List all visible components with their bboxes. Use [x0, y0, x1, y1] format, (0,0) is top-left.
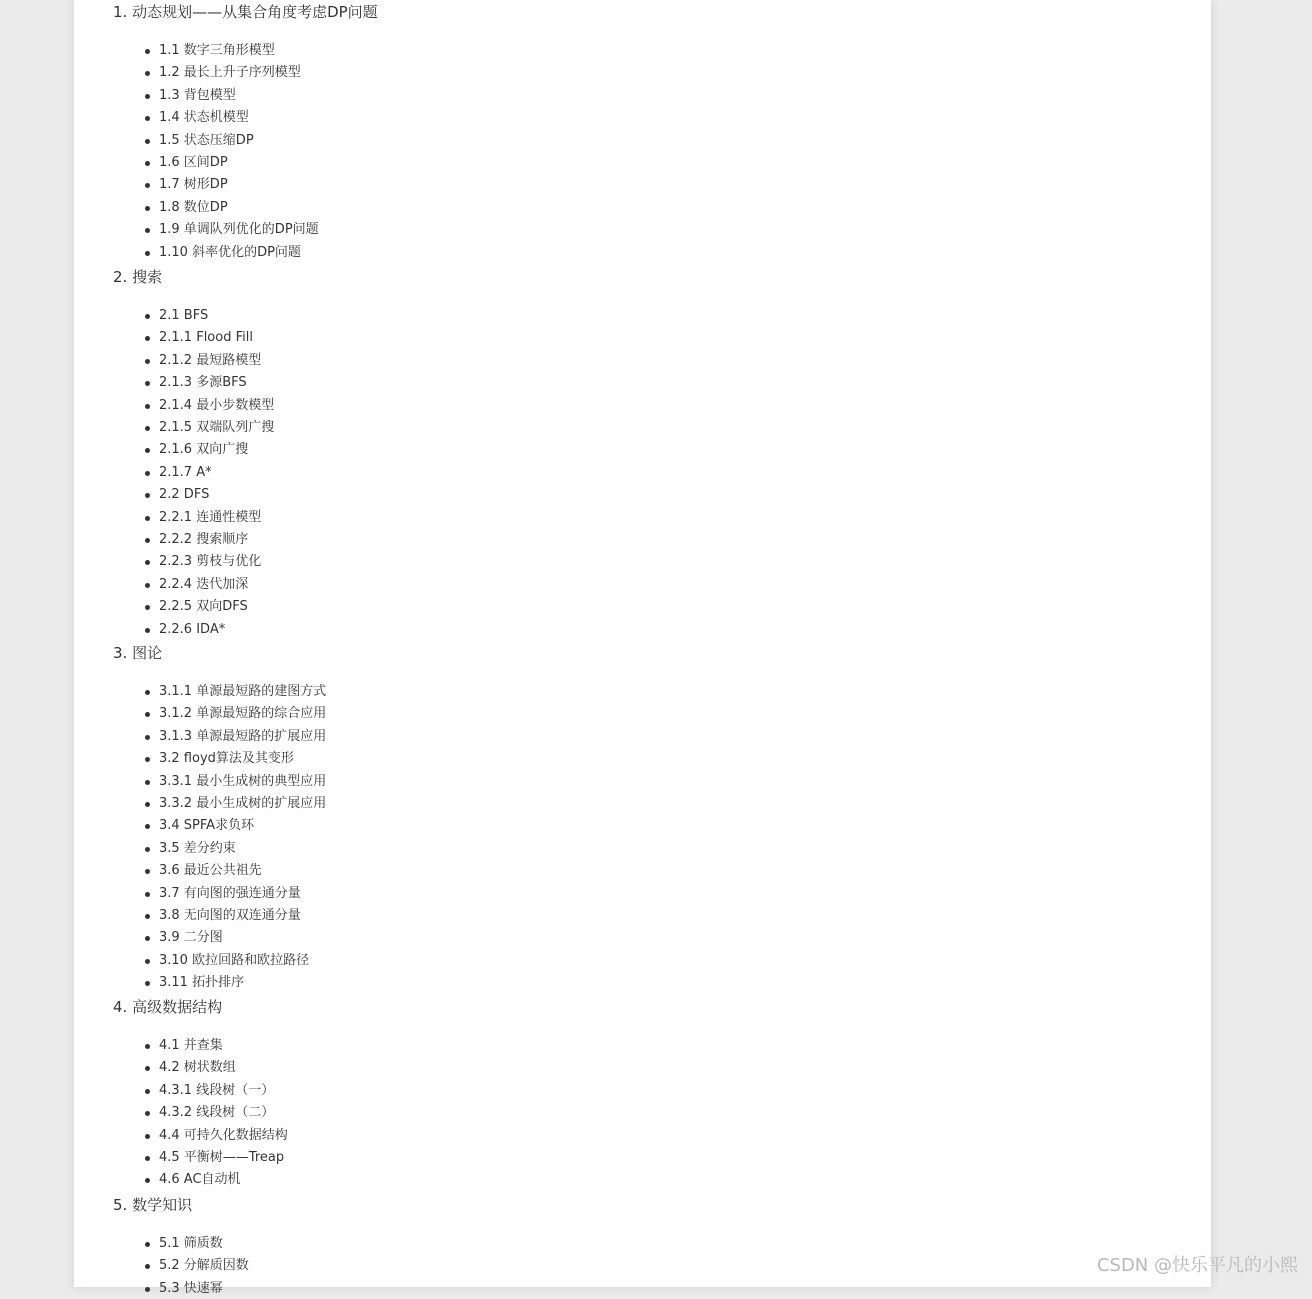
- toc-item[interactable]: 5.2 分解质因数: [159, 1256, 249, 1276]
- toc-item[interactable]: 2.1.3 多源BFS: [159, 373, 247, 393]
- toc-item[interactable]: 3.4 SPFA求负环: [159, 816, 254, 836]
- toc-item[interactable]: 1.1 数字三角形模型: [159, 41, 275, 61]
- toc-item[interactable]: 3.3.2 最小生成树的扩展应用: [159, 794, 326, 814]
- toc-item[interactable]: 1.8 数位DP: [159, 198, 228, 218]
- toc-item[interactable]: 4.3.2 线段树（二）: [159, 1103, 274, 1123]
- toc-item[interactable]: 1.2 最长上升子序列模型: [159, 63, 301, 83]
- toc-item[interactable]: 1.9 单调队列优化的DP问题: [159, 220, 319, 240]
- toc-item[interactable]: 3.5 差分约束: [159, 839, 236, 859]
- toc-item[interactable]: 1.6 区间DP: [159, 153, 228, 173]
- toc-item[interactable]: 1.5 状态压缩DP: [159, 131, 254, 151]
- toc-item[interactable]: 3.3.1 最小生成树的典型应用: [159, 772, 326, 792]
- toc-item[interactable]: 3.6 最近公共祖先: [159, 861, 262, 881]
- toc-item[interactable]: 4.6 AC自动机: [159, 1170, 241, 1190]
- toc-item[interactable]: 3.7 有向图的强连通分量: [159, 884, 301, 904]
- toc-item[interactable]: 2.1 BFS: [159, 306, 208, 326]
- toc-item[interactable]: 2.2 DFS: [159, 485, 209, 505]
- csdn-watermark: CSDN @快乐平凡的小熙: [1096, 1255, 1298, 1276]
- toc-item[interactable]: 3.1.1 单源最短路的建图方式: [159, 682, 326, 702]
- toc-item[interactable]: 2.1.1 Flood Fill: [159, 328, 253, 348]
- toc-item[interactable]: 2.2.3 剪枝与优化: [159, 552, 261, 572]
- toc-item[interactable]: 2.1.4 最小步数模型: [159, 396, 274, 416]
- article-body: [74, 0, 1211, 1296]
- section-title[interactable]: 4. 高级数据结构: [113, 998, 223, 1016]
- toc-item[interactable]: 3.2 floyd算法及其变形: [159, 749, 294, 769]
- toc-item[interactable]: 2.2.4 迭代加深: [159, 575, 248, 595]
- section-title[interactable]: 3. 图论: [113, 644, 163, 662]
- toc-item[interactable]: 3.10 欧拉回路和欧拉路径: [159, 951, 309, 971]
- toc-item[interactable]: 2.2.6 IDA*: [159, 620, 225, 640]
- toc-item[interactable]: 2.2.1 连通性模型: [159, 508, 261, 528]
- toc-item[interactable]: 5.1 筛质数: [159, 1234, 223, 1254]
- section-title[interactable]: 5. 数学知识: [113, 1196, 193, 1214]
- toc-item[interactable]: 3.8 无向图的双连通分量: [159, 906, 301, 926]
- toc-item[interactable]: 1.10 斜率优化的DP问题: [159, 243, 301, 263]
- toc-item[interactable]: 2.1.5 双端队列广搜: [159, 418, 274, 438]
- toc-item[interactable]: 3.1.2 单源最短路的综合应用: [159, 704, 326, 724]
- toc-item[interactable]: 4.5 平衡树——Treap: [159, 1148, 284, 1168]
- section-title[interactable]: 2. 搜索: [113, 268, 163, 286]
- toc-item[interactable]: 1.3 背包模型: [159, 86, 236, 106]
- toc-item[interactable]: 4.1 并查集: [159, 1036, 223, 1056]
- toc-item[interactable]: 5.3 快速幂: [159, 1279, 223, 1299]
- toc-item[interactable]: 4.4 可持久化数据结构: [159, 1126, 288, 1146]
- section-title[interactable]: 1. 动态规划——从集合角度考虑DP问题: [113, 3, 378, 21]
- toc-item[interactable]: 4.3.1 线段树（一）: [159, 1081, 274, 1101]
- toc-item[interactable]: 2.2.2 搜索顺序: [159, 530, 248, 550]
- toc-item[interactable]: 3.1.3 单源最短路的扩展应用: [159, 727, 326, 747]
- toc-item[interactable]: 1.4 状态机模型: [159, 108, 249, 128]
- toc-item[interactable]: 3.9 二分图: [159, 928, 223, 948]
- toc-item[interactable]: 4.2 树状数组: [159, 1058, 236, 1078]
- toc-item[interactable]: 1.7 树形DP: [159, 175, 228, 195]
- toc-item[interactable]: 2.1.6 双向广搜: [159, 440, 248, 460]
- toc-item[interactable]: 2.1.2 最短路模型: [159, 351, 261, 371]
- toc-item[interactable]: 2.2.5 双向DFS: [159, 597, 248, 617]
- toc-item[interactable]: 2.1.7 A*: [159, 463, 212, 483]
- toc-item[interactable]: 3.11 拓扑排序: [159, 973, 244, 993]
